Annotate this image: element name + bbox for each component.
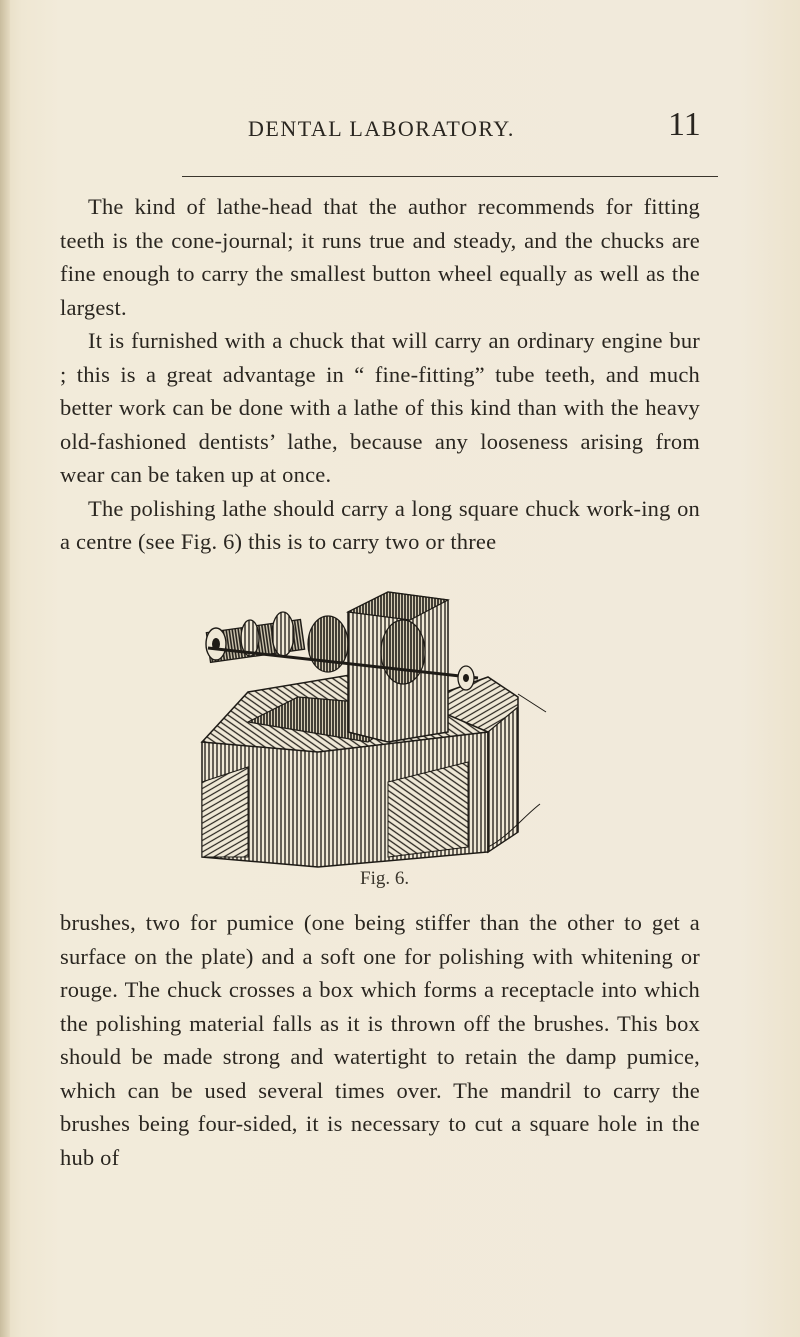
paragraph: The kind of lathe-head that the author recommends for fitting teeth is the cone-journal; it runs true and steady, and the chucks are fine enough to carry the smallest button wheel equally as well as the largest.: [60, 194, 700, 320]
paragraph: It is furnished with a chuck that will carry an ordinary engine bur ; this is a great advantage in “ fine-fitting” tube teeth, and much better work can be done with a lathe of this kind than with the heavy old-fashioned dentists’ lathe, because any looseness arising from wear can be taken up at once.: [60, 328, 700, 487]
page-gutter: [0, 0, 10, 1337]
body-text-bottom: [60, 906, 700, 1174]
paragraph: The polishing lathe should carry a long square chuck work-ing on a centre (see Fig. 6) this is to carry two or three: [60, 495, 700, 554]
figure-caption: Fig. 6.: [360, 868, 410, 889]
page-number: 11: [668, 106, 701, 143]
paragraph: brushes, two for pumice (one being stiffer than the other to get a surface on the plate) and a soft one for polishing with whitening or rouge. The chuck crosses a box which forms a receptacle into which the polishing material falls as it is thrown off the brushes. This box should be made strong and watertight to retain the damp pumice, which can be used several times over. The mandril to carry the brushes being four-sided, it is necessary to cut a square hole in the hub of: [60, 910, 700, 1170]
running-head: DENTAL LABORATORY.: [248, 116, 515, 141]
body-text-top: [60, 190, 700, 559]
header-rule: [182, 176, 718, 177]
polishing-lathe-figure: [188, 582, 548, 872]
